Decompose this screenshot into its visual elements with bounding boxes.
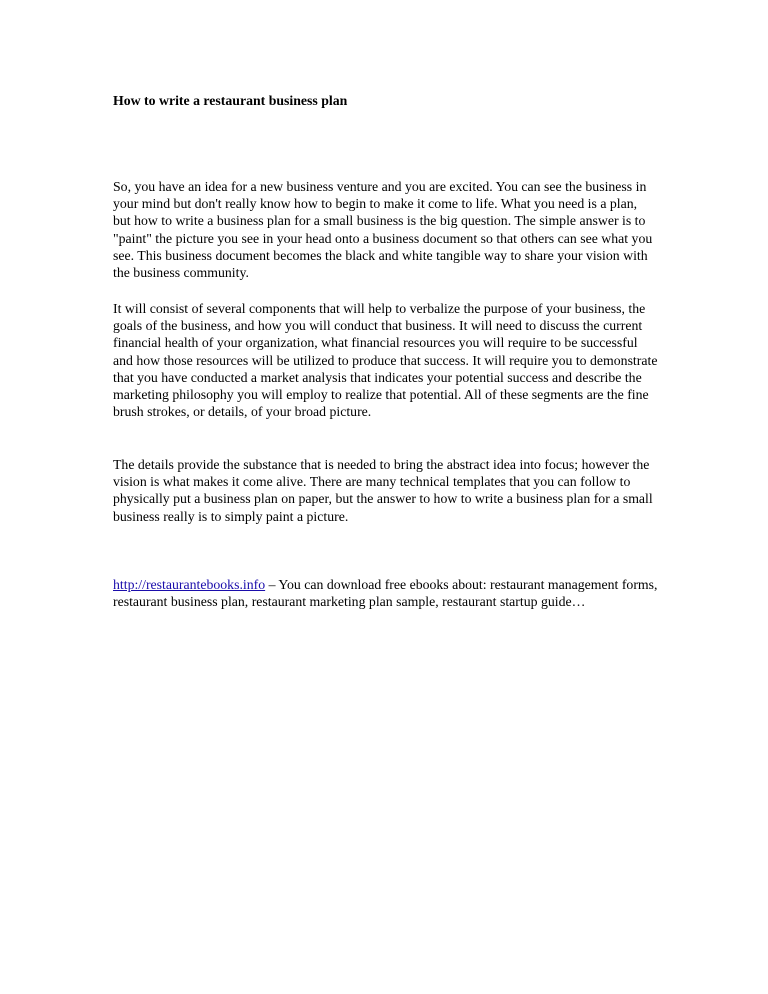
footer-note (113, 576, 658, 610)
footer-description: – You can download free ebooks about: restaurant management forms, restaurant business plan, restaurant marketing plan sample, restaurant startup guide… (113, 577, 658, 610)
paragraph-intro: So, you have an idea for a new business venture and you are excited. You can see the business in your mind but don't really know how to begin to make it come to life. What you need is a plan, but how to write a business plan for a small business is the big question. The simple answer is to "paint" the picture you see in your head onto a business document so that others can see what you see. This business document becomes the black and white tangible way to share your vision with the business community. (113, 179, 653, 281)
document-title: How to write a restaurant business plan (113, 93, 348, 108)
paragraph-components: It will consist of several components that will help to verbalize the purpose of your business, the goals of the business, and how you will conduct that business. It will need to discuss the current financial health of your organization, what financial resources you will require to be successful and how those resources will be utilized to produce that success. It will require you to demonstrate that you have conducted a market analysis that indicates your potential success and describe the marketing philosophy you will employ to realize that potential. All of these segments are the fine brush strokes, or details, of your broad picture. (113, 301, 658, 420)
paragraph-details: The details provide the substance that is needed to bring the abstract idea into focus; however the vision is what makes it come alive. There are many technical templates that you can follow to physically put a business plan on paper, but the answer to how to write a business plan for a small business really is to simply paint a picture. (113, 457, 653, 524)
ebooks-link[interactable]: http://restaurantebooks.info (113, 577, 266, 592)
